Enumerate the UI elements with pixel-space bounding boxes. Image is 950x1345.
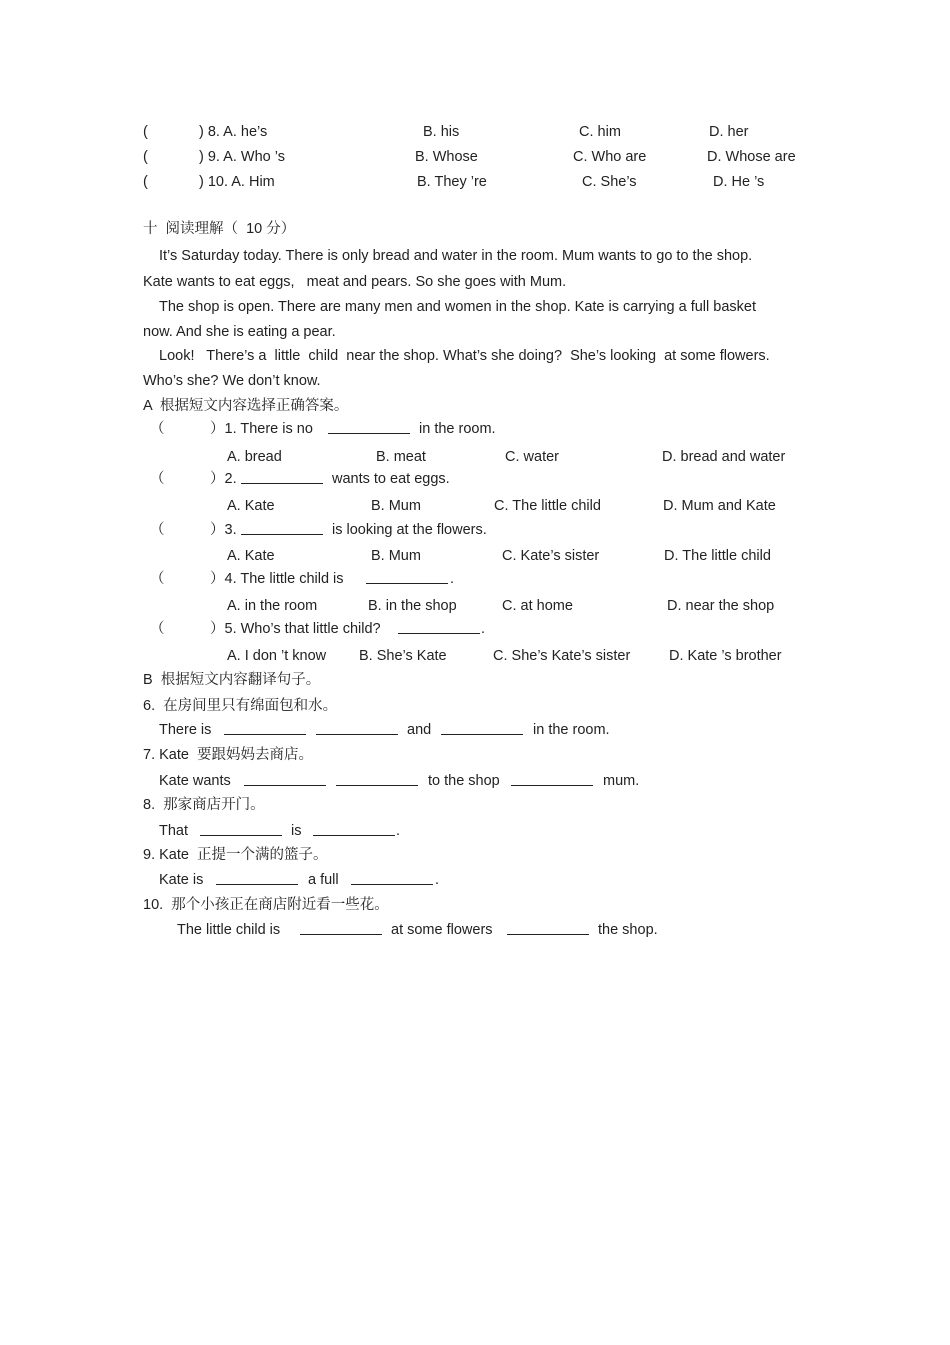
option-a: A. I don ’t know [227, 648, 327, 664]
q8-option-d: D. her [709, 124, 749, 140]
q9-option-d: D. Whose are [707, 149, 796, 165]
option-a: A. bread [227, 449, 282, 465]
option-d: D. The little child [664, 548, 771, 564]
q8-option-a: ) 8. A. he’s [199, 124, 268, 140]
passage-line: It’s Saturday today. There is only bread and water in the room. Mum wants to go to the shop. [159, 248, 753, 264]
question-stem-end: wants to eat eggs. [332, 471, 450, 487]
passage-line: Kate wants to eat eggs, meat and pears. So she goes with Mum. [143, 274, 567, 290]
option-b: B. meat [376, 449, 426, 465]
q10-option-c: C. She’s [582, 174, 637, 190]
option-c: C. water [505, 449, 559, 465]
passage-line: Who’s she? We don’t know. [143, 373, 321, 389]
question-stem-end: . [481, 621, 486, 637]
option-b: B. in the shop [368, 598, 457, 614]
answer-blank[interactable] [200, 822, 282, 836]
answer-blank[interactable] [224, 721, 306, 735]
option-d: D. Mum and Kate [663, 498, 776, 514]
question-stem-end: in the room. [419, 421, 496, 437]
option-b: B. Mum [371, 548, 421, 564]
q8-option-b: B. his [423, 124, 460, 140]
q8-option-c: C. him [579, 124, 621, 140]
q9-option-c: C. Who are [573, 149, 647, 165]
option-d: D. Kate ’s brother [669, 648, 782, 664]
answer-paren: （ [150, 421, 165, 437]
answer-paren: ( [143, 124, 148, 140]
answer-blank[interactable] [398, 620, 480, 634]
answer-blank[interactable] [244, 772, 326, 786]
option-c: C. Kate’s sister [502, 548, 600, 564]
sentence-part: is [291, 823, 302, 839]
answer-paren: ( [143, 149, 148, 165]
sentence-part: There is [159, 722, 212, 738]
sentence-part: The little child is [177, 922, 281, 938]
option-b: B. She’s Kate [359, 648, 447, 664]
answer-blank[interactable] [336, 772, 418, 786]
answer-blank[interactable] [316, 721, 398, 735]
sentence-part: . [396, 823, 401, 839]
answer-blank[interactable] [241, 470, 323, 484]
option-c: C. The little child [494, 498, 601, 514]
answer-paren: （ [150, 621, 165, 637]
question-stem: ）3. [210, 522, 237, 538]
part-b-title: B 根据短文内容翻译句子。 [143, 672, 321, 688]
question-stem: ）4. The little child is [210, 571, 344, 587]
answer-paren: ( [143, 174, 148, 190]
answer-paren: （ [150, 571, 165, 587]
chinese-sentence: 6. 在房间里只有绵面包和水。 [143, 698, 338, 714]
answer-paren: （ [150, 522, 165, 538]
question-stem: ）1. There is no [210, 421, 313, 437]
passage-line: now. And she is eating a pear. [143, 324, 336, 340]
answer-blank[interactable] [300, 921, 382, 935]
option-a: A. in the room [227, 598, 318, 614]
question-stem-end: is looking at the flowers. [332, 522, 487, 538]
sentence-part: mum. [603, 773, 640, 789]
sentence-part: in the room. [533, 722, 610, 738]
question-stem: ）2. [210, 471, 237, 487]
answer-blank[interactable] [328, 420, 410, 434]
option-d: D. bread and water [662, 449, 786, 465]
answer-blank[interactable] [313, 822, 395, 836]
sentence-part: . [435, 872, 440, 888]
sentence-part: Kate wants [159, 773, 231, 789]
option-b: B. Mum [371, 498, 421, 514]
answer-blank[interactable] [241, 521, 323, 535]
sentence-part: and [407, 722, 432, 738]
passage-line: Look! There’s a little child near the shop. What’s she doing? She’s looking at some flowers. [159, 348, 770, 364]
sentence-part: Kate is [159, 872, 204, 888]
sentence-part: the shop. [598, 922, 658, 938]
option-c: C. She’s Kate’s sister [493, 648, 631, 664]
sentence-part: at some flowers [391, 922, 493, 938]
question-stem-end: . [450, 571, 455, 587]
answer-blank[interactable] [511, 772, 593, 786]
sentence-part: a full [308, 872, 339, 888]
answer-blank[interactable] [351, 871, 433, 885]
q9-option-a: ) 9. A. Who ’s [199, 149, 285, 165]
answer-blank[interactable] [216, 871, 298, 885]
chinese-sentence: 9. Kate 正提一个满的篮子。 [143, 847, 328, 863]
q10-option-a: ) 10. A. Him [199, 174, 275, 190]
chinese-sentence: 10. 那个小孩正在商店附近看一些花。 [143, 897, 389, 913]
passage-line: The shop is open. There are many men and women in the shop. Kate is carrying a full basket [159, 299, 756, 315]
option-c: C. at home [502, 598, 573, 614]
q9-option-b: B. Whose [415, 149, 478, 165]
answer-blank[interactable] [366, 570, 448, 584]
answer-blank[interactable] [507, 921, 589, 935]
option-a: A. Kate [227, 548, 275, 564]
answer-blank[interactable] [441, 721, 523, 735]
answer-paren: （ [150, 471, 165, 487]
sentence-part: That [159, 823, 189, 839]
q10-option-b: B. They ’re [417, 174, 487, 190]
section-ten-title: 十 阅读理解（ 10 分） [143, 221, 296, 237]
q10-option-d: D. He ’s [713, 174, 765, 190]
chinese-sentence: 7. Kate 要跟妈妈去商店。 [143, 747, 314, 763]
part-a-title: A 根据短文内容选择正确答案。 [143, 398, 349, 414]
question-stem: ）5. Who’s that little child? [210, 621, 381, 637]
option-a: A. Kate [227, 498, 275, 514]
sentence-part: to the shop [428, 773, 500, 789]
option-d: D. near the shop [667, 598, 775, 614]
chinese-sentence: 8. 那家商店开门。 [143, 797, 265, 813]
